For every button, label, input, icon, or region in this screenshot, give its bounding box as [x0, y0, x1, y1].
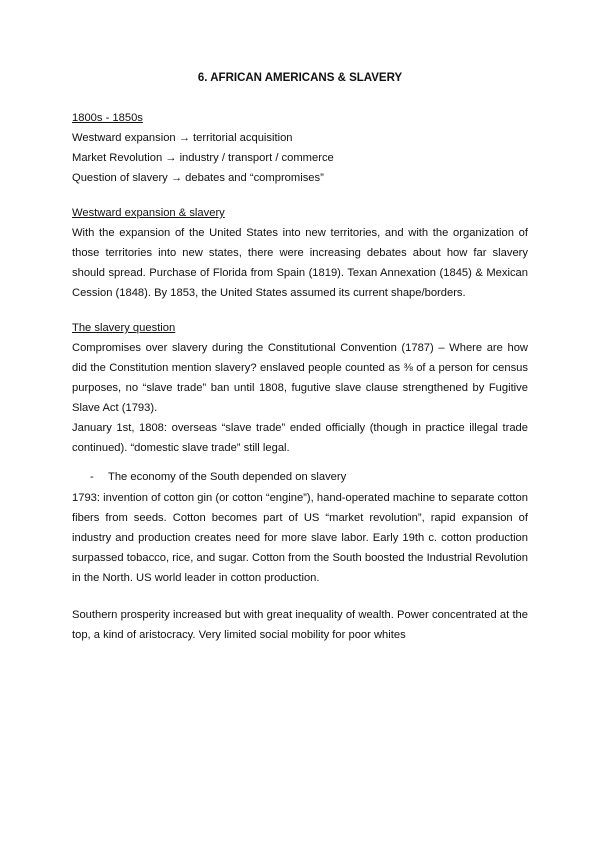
bullet-marker: -: [90, 471, 94, 483]
overview-heading: 1800s - 1850s: [72, 112, 143, 124]
overview-section: [72, 108, 528, 188]
overview-line: Market Revolution → industry / transport / commerce: [72, 152, 334, 164]
economy-bullet: [90, 467, 346, 487]
bullet-text: The economy of the South depended on slavery: [108, 471, 347, 483]
prosperity-paragraph: Southern prosperity increased but with great inequality of wealth. Power concentrated at the top, a kind of aristocracy. Very limited social mobility for poor whites: [72, 609, 528, 641]
westward-section: [72, 203, 528, 303]
slavery-question-paragraph-1: Compromises over slavery during the Constitutional Convention (1787) – Where are how did the Constitution mention slavery? enslaved people counted as ⅜ of a person for census purposes, no “slave trade” ban until 1808, fugutive slave clause strengthened by Fugitive Slave Act (1793).: [72, 342, 528, 414]
economy-paragraph: 1793: invention of cotton gin (or cotton “engine”), hand-operated machine to separate cotton fibers from seeds. Cotton becomes part of US “market revolution”, rapid expansion of industry and production creates need for more slave labor. Early 19th c. cotton production surpassed tobacco, rice, and sugar. Cotton from the South boosted the Industrial Revolution in the North. US world leader in cotton production.: [72, 492, 528, 584]
slavery-question-heading: The slavery question: [72, 322, 176, 334]
overview-line: Question of slavery → debates and “compromises”: [72, 172, 324, 184]
overview-line: Westward expansion → territorial acquisition: [72, 132, 293, 144]
slavery-question-section: [72, 318, 528, 458]
page-title: 6. AFRICAN AMERICANS & SLAVERY: [197, 72, 403, 84]
slavery-question-paragraph-2: January 1st, 1808: overseas “slave trade” ended officially (though in practice illegal trade continued). “domestic slave trade” still legal.: [72, 422, 528, 454]
westward-heading: Westward expansion & slavery: [72, 207, 225, 219]
westward-paragraph: With the expansion of the United States into new territories, and with the organization of those territories into new states, there were increasing debates about how far slavery should spread. Purchase of Florida from Spain (1819). Texan Annexation (1845) & Mexican Cession (1848). By 1853, the United States assumed its current shape/borders.: [72, 227, 528, 299]
